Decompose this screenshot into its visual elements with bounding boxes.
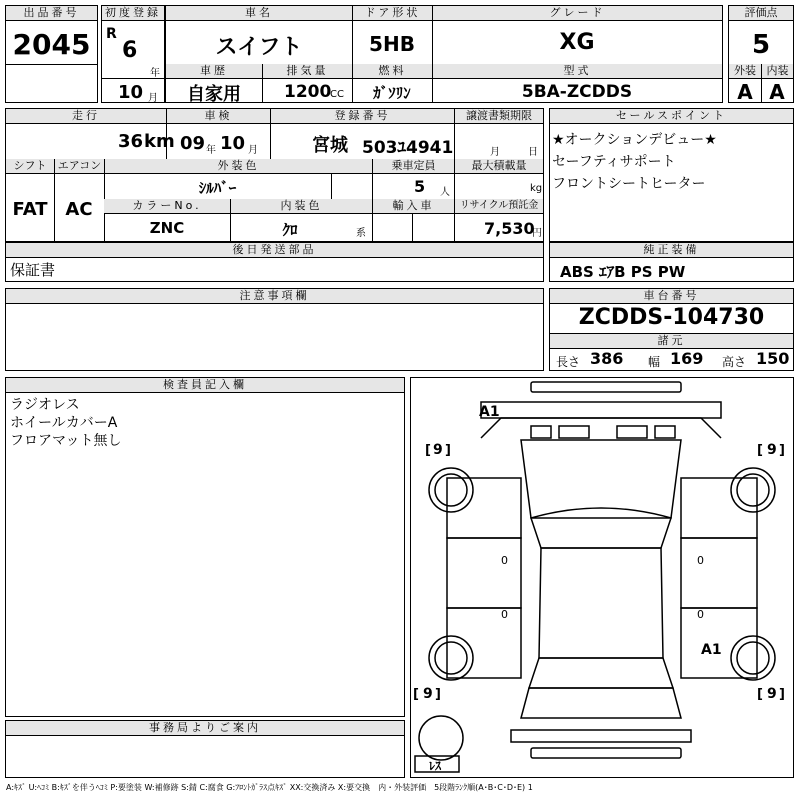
displacement-label: 排気量	[262, 64, 352, 79]
tire-rl-value: 9	[423, 686, 433, 702]
tire-rr-value: 9	[767, 686, 777, 702]
car-name: スイフト	[215, 35, 303, 60]
score: 5	[751, 30, 771, 60]
recycle-unit: 円	[532, 228, 542, 239]
svg-text:]: ]	[435, 687, 441, 702]
registration-month: 10	[118, 82, 144, 103]
legend: A:ｷｽﾞ U:ﾍｺﾐ B:ｷｽﾞを伴うﾍｺﾐ P:要塗装 W:補修跡 S:錆 C:腐食 G:ﾌﾛﾝﾄｶﾞﾗｽ点ｷｽﾞ XX:交換済み X:要交換 内・外装評価 5段階ﾗﾝｸ順(A･B･C･D･E) 1	[6, 783, 533, 792]
km-unit: km	[144, 131, 175, 152]
mileage-label: 走行	[6, 109, 166, 124]
equipment-label: 純正装備	[550, 243, 793, 258]
interior-label: 内装	[761, 64, 793, 79]
first-registration-box	[101, 5, 165, 103]
zero-4: 0	[697, 608, 704, 621]
inspector-note-1: ラジオレス	[10, 397, 80, 413]
svg-text:]: ]	[779, 443, 785, 458]
inspector-note-3: フロアマット無し	[10, 433, 122, 449]
interior-color-unit: 系	[356, 228, 366, 239]
ac-label: エアコン	[54, 159, 104, 174]
later-parts-value: 保証書	[10, 261, 56, 279]
registration-year: 6	[122, 38, 138, 63]
grade: XG	[559, 30, 595, 55]
ac: AC	[65, 199, 93, 220]
sales-point-1: ★オークションデビュー★	[552, 132, 717, 148]
length-value: 386	[590, 349, 624, 368]
displacement: 1200	[284, 82, 332, 102]
later-parts-box	[5, 242, 544, 282]
svg-text:]: ]	[779, 687, 785, 702]
inspection-month-unit: 月	[248, 145, 258, 156]
color-label: 外装色	[104, 159, 372, 174]
sales-point-3: フロントシートヒーター	[552, 176, 706, 192]
lot-number-box	[5, 5, 98, 103]
interior-color: ｸﾛ	[282, 221, 298, 239]
load-label: 最大積載量	[454, 159, 543, 174]
import-label: 輸入車	[372, 199, 454, 214]
grade-label: グレード	[432, 6, 722, 21]
vehicle-info-box	[165, 5, 723, 103]
zero-3: 0	[501, 608, 508, 621]
inspector-label: 検査員記入欄	[6, 378, 404, 393]
year-unit: 年	[150, 68, 160, 79]
model-code: 5BA-ZCDDS	[521, 82, 633, 102]
zero-2: 0	[697, 554, 704, 567]
chassis-box	[549, 288, 794, 371]
exterior-color: ｼﾙﾊﾞｰ	[198, 179, 237, 197]
sales-points-label: セールスポイント	[550, 109, 793, 124]
later-parts-label: 後日発送部品	[6, 243, 543, 258]
office-box	[5, 720, 405, 778]
equipment-value: ABS ｴｱB PS PW	[560, 263, 686, 281]
first-registration-label: 初度登録	[102, 6, 164, 21]
inspection-year: 09	[180, 133, 206, 154]
capacity-unit: 人	[440, 187, 450, 198]
spare-label: ﾚｽ	[429, 759, 442, 773]
interior-color-label: 内装色	[230, 199, 372, 214]
lot-number-label: 出品番号	[6, 6, 97, 21]
svg-text:[: [	[757, 687, 763, 702]
cc-unit: CC	[330, 89, 344, 100]
transfer-label: 譲渡書類期限	[454, 109, 543, 124]
car-name-label: 車名	[166, 6, 352, 21]
registration-prefecture: 宮城	[312, 135, 348, 156]
inspector-note-2: ホイールカバーA	[10, 415, 118, 431]
equipment-box	[549, 242, 794, 282]
inspection-year-unit: 年	[206, 145, 216, 156]
width-label: 幅	[648, 355, 661, 369]
door-type: 5HB	[369, 32, 415, 56]
chassis-number: ZCDDS-104730	[578, 305, 765, 330]
load-unit: kg	[530, 183, 543, 194]
vehicle-history: 自家用	[187, 84, 241, 105]
car-diagram	[411, 378, 793, 777]
era: R	[106, 26, 117, 42]
shift: FAT	[12, 199, 48, 220]
details-box	[5, 108, 544, 242]
sales-points-box	[549, 108, 794, 242]
transfer-month: 月	[490, 147, 500, 158]
office-label: 事務局よりご案内	[6, 721, 404, 736]
tire-fl-value: 9	[433, 442, 443, 458]
damage-diagram-box	[410, 377, 794, 778]
inspection-label: 車検	[166, 109, 270, 124]
interior-grade: A	[769, 80, 785, 104]
capacity: 5	[414, 177, 426, 196]
transfer-day: 日	[528, 147, 538, 158]
exterior-grade: A	[737, 80, 753, 104]
fuel-type: ｶﾞｿﾘﾝ	[373, 84, 411, 102]
exterior-label: 外装	[729, 64, 761, 79]
recycle-label: リサイクル預託金	[454, 199, 543, 214]
length-label: 長さ	[556, 355, 581, 369]
zero-1: 0	[501, 554, 508, 567]
width-value: 169	[670, 349, 704, 368]
svg-text:[: [	[757, 443, 763, 458]
svg-text:]: ]	[445, 443, 451, 458]
score-box	[728, 5, 794, 103]
sales-point-2: セーフティサポート	[552, 154, 676, 170]
registration-number: 503ﾕ4941	[362, 138, 454, 158]
recycle-fee: 7,530	[484, 219, 535, 238]
inspector-box	[5, 377, 405, 717]
damage-mark-front: A1	[479, 404, 500, 420]
notes-label: 注意事項欄	[6, 289, 543, 304]
notes-box	[5, 288, 544, 371]
door-label: ドア形状	[352, 6, 432, 21]
dimensions-label: 諸元	[550, 333, 793, 349]
mileage: 36	[118, 131, 144, 152]
height-value: 150	[756, 349, 790, 368]
height-label: 高さ	[722, 355, 747, 369]
score-label: 評価点	[729, 6, 793, 21]
color-number: ZNC	[149, 219, 185, 237]
inspection-month: 10	[220, 133, 246, 154]
damage-mark-rear: A1	[701, 642, 722, 658]
shift-label: シフト	[6, 159, 54, 174]
svg-text:[: [	[413, 687, 419, 702]
fuel-label: 燃料	[352, 64, 432, 79]
month-unit: 月	[148, 93, 158, 104]
color-no-label: カラーNo.	[104, 199, 230, 214]
capacity-label: 乗車定員	[372, 159, 454, 174]
model-label: 型式	[432, 64, 722, 79]
history-label: 車歴	[166, 64, 262, 79]
tire-fl: [	[425, 443, 431, 458]
registration-label: 登録番号	[270, 109, 454, 124]
tire-fr-value: 9	[767, 442, 777, 458]
lot-number: 2045	[12, 28, 91, 61]
chassis-label: 車台番号	[550, 289, 793, 304]
